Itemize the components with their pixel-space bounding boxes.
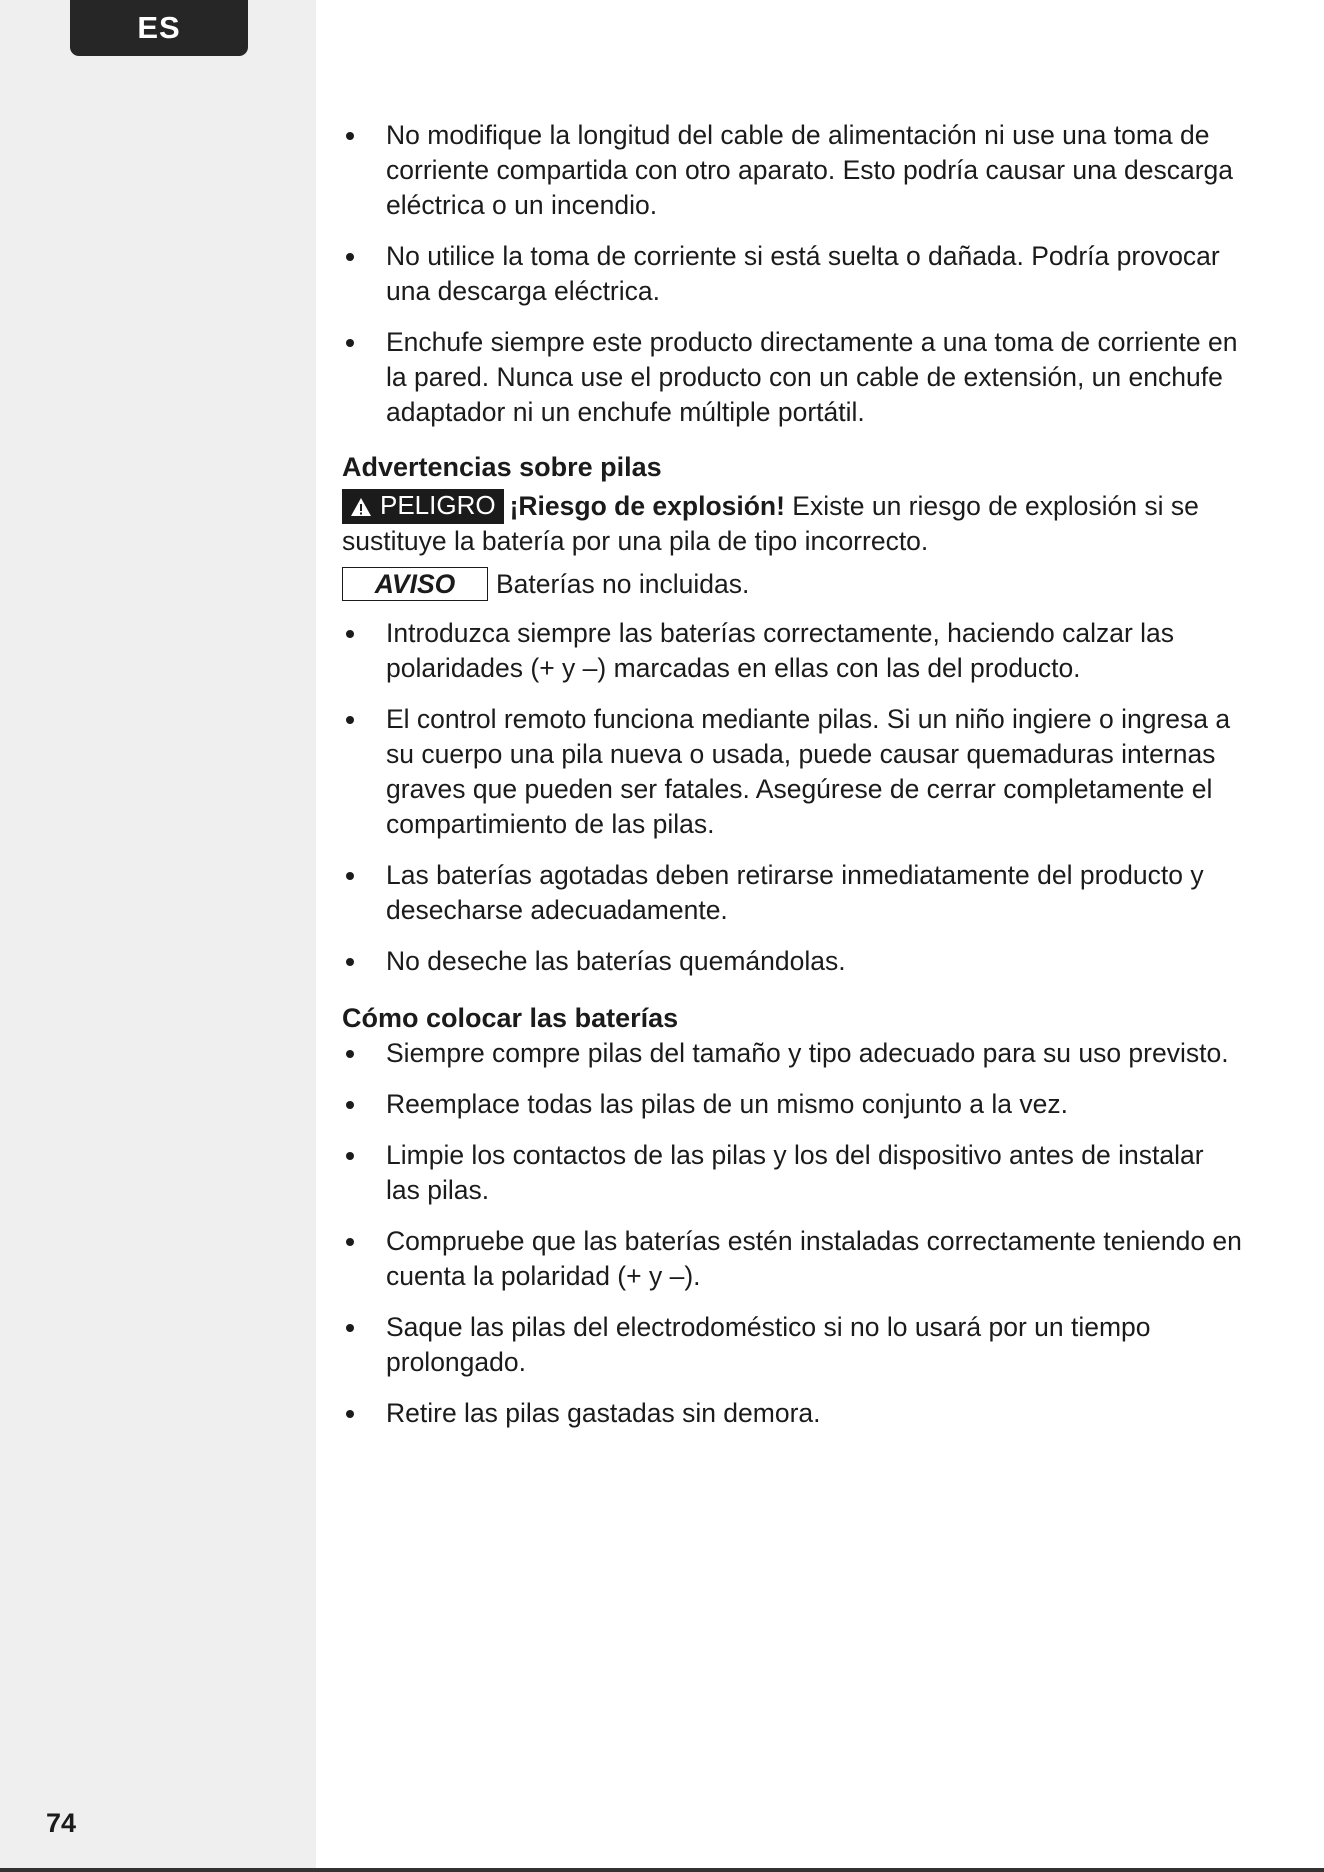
bullet-icon (346, 1410, 354, 1418)
bullet-icon (346, 1101, 354, 1109)
bullet-icon (346, 958, 354, 966)
left-sidebar (0, 0, 316, 1868)
list-item (342, 702, 1242, 842)
list-item (342, 1138, 1242, 1208)
list-item (342, 118, 1242, 223)
page-number: 74 (46, 1808, 77, 1838)
bullet-icon (346, 132, 354, 140)
bullet-icon (346, 1324, 354, 1332)
battery-install-list (342, 1036, 1242, 1431)
bullet-icon (346, 872, 354, 880)
list-item-text: No utilice la toma de corriente si está suelta o dañada. Podría provocar una descarga eléctrica. (386, 241, 1220, 306)
list-item-text: No deseche las baterías quemándolas. (386, 946, 846, 976)
list-item-text: Retire las pilas gastadas sin demora. (386, 1398, 821, 1428)
bullet-icon (346, 630, 354, 638)
electrical-warnings-list (342, 118, 1242, 430)
danger-text: Existe un riesgo de explosión si se sustituye la batería por una pila de tipo incorrecto. (342, 491, 1199, 556)
list-item-text: Las baterías agotadas deben retirarse inmediatamente del producto y desecharse adecuadamente. (386, 860, 1204, 925)
list-item-text: Siempre compre pilas del tamaño y tipo adecuado para su uso previsto. (386, 1038, 1229, 1068)
bullet-icon (346, 1238, 354, 1246)
danger-badge-label: PELIGRO (380, 490, 496, 520)
section-heading-battery-warnings: Advertencias sobre pilas (342, 452, 662, 482)
bullet-icon (346, 339, 354, 347)
list-item-text: Limpie los contactos de las pilas y los del dispositivo antes de instalar las pilas. (386, 1140, 1204, 1205)
list-item (342, 239, 1242, 309)
bottom-rule (0, 1868, 1324, 1872)
list-item (342, 1224, 1242, 1294)
list-item (342, 858, 1242, 928)
list-item (342, 1087, 1242, 1122)
main-content (342, 118, 1242, 1447)
danger-badge (342, 489, 504, 524)
list-item (342, 944, 1242, 979)
bullet-icon (346, 716, 354, 724)
section-heading-battery-install: Cómo colocar las baterías (342, 1003, 679, 1033)
notice-text: Baterías no incluidas. (496, 569, 750, 599)
list-item-text: Reemplace todas las pilas de un mismo conjunto a la vez. (386, 1089, 1068, 1119)
list-item-text: Compruebe que las baterías estén instaladas correctamente teniendo en cuenta la polaridad (+ y –). (386, 1226, 1242, 1291)
bullet-icon (346, 1152, 354, 1160)
list-item (342, 616, 1242, 686)
list-item (342, 1310, 1242, 1380)
list-item-text: Saque las pilas del electrodoméstico si no lo usará por un tiempo prolongado. (386, 1312, 1151, 1377)
list-item-text: Introduzca siempre las baterías correctamente, haciendo calzar las polaridades (+ y –) marcadas en ellas con las del producto. (386, 618, 1175, 683)
notice-line (342, 567, 1242, 602)
danger-notice (342, 489, 1242, 559)
list-item (342, 1036, 1242, 1071)
list-item-text: No modifique la longitud del cable de alimentación ni use una toma de corriente compartida con otro aparato. Esto podría causar una descarga eléctrica o un incendio. (386, 120, 1234, 220)
danger-title: ¡Riesgo de explosión! (509, 491, 785, 521)
list-item-text: Enchufe siempre este producto directamente a una toma de corriente en la pared. Nunca use el producto con un cable de extensión, un enchufe adaptador ni un enchufe múltiple portátil. (386, 327, 1238, 427)
warning-triangle-icon (350, 492, 372, 524)
language-tab: ES (70, 0, 248, 56)
bullet-icon (346, 253, 354, 261)
list-item-text: El control remoto funciona mediante pilas. Si un niño ingiere o ingresa a su cuerpo una pila nueva o usada, puede causar quemaduras internas graves que pueden ser fatales. Asegúrese de cerrar completamente el compartimiento de las pilas. (386, 704, 1231, 839)
notice-badge: AVISO (342, 567, 488, 601)
list-item (342, 1396, 1242, 1431)
bullet-icon (346, 1050, 354, 1058)
battery-warnings-list (342, 616, 1242, 979)
list-item (342, 325, 1242, 430)
